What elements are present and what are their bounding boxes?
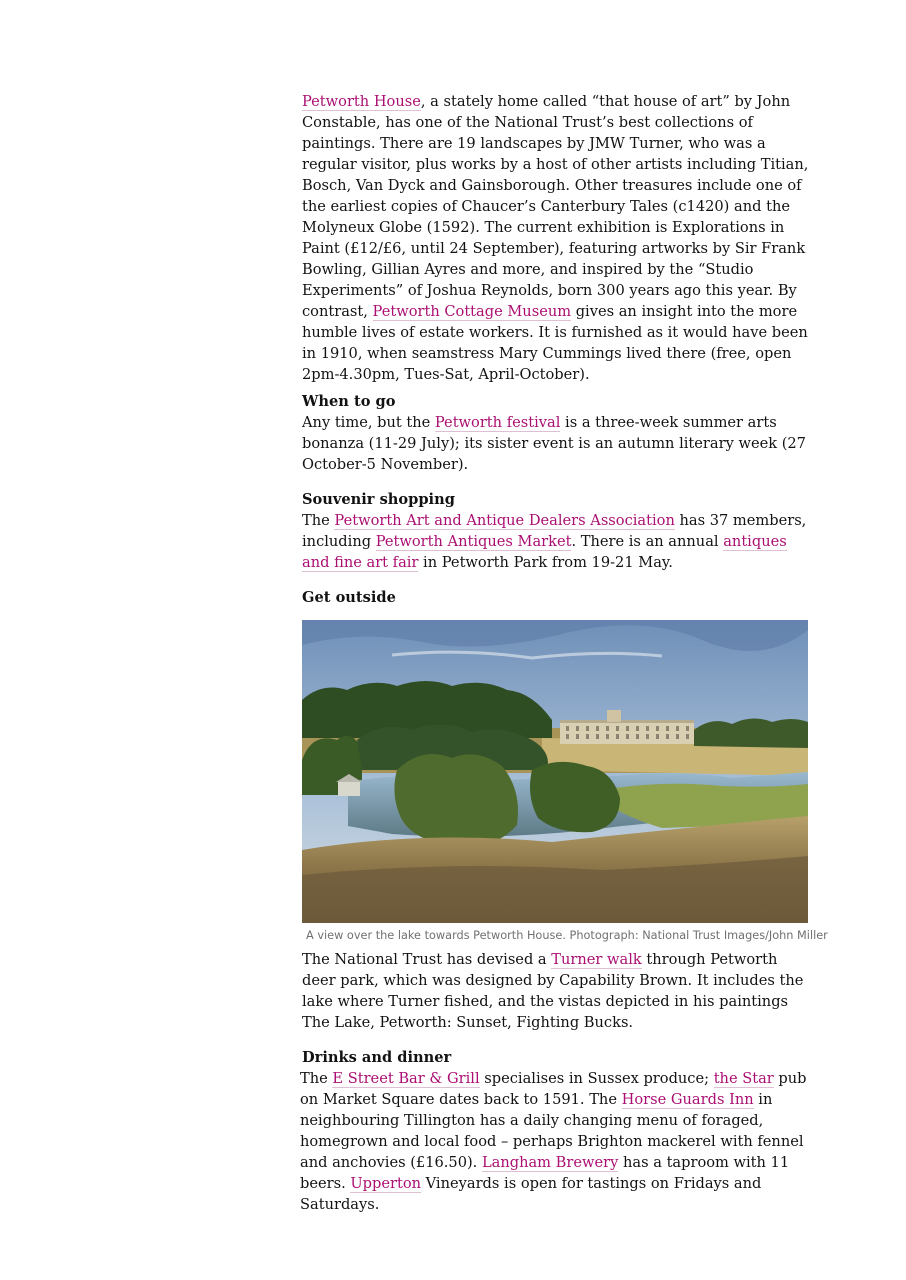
souvenir-paragraph (302, 510, 814, 573)
drinks-text-2: specialises in Sussex produce; (479, 1070, 714, 1087)
intro-text-1: , a stately home called “that house of art” by John Constable, has one of the National Trust’s best collections of paintings. There are 19 landscapes by JMW Turner, who was a regular visitor, plus works by a host of other artists including Titian, Bosch, Van Dyck and Gainsborough. Other treasures include one of the earliest copies of Chaucer’s Canterbury Tales (c1420) and the Molyneux Globe (1592). The current exhibition is Explorations in Paint (£12/£6, until 24 September), featuring artworks by Sir Frank Bowling, Gillian Ayres and more, and inspired by the “Studio Experiments” of Joshua Reynolds, born 300 years ago this year. By contrast, (302, 93, 809, 320)
when-text-1: Any time, but the (302, 414, 435, 431)
drinks-text-3: pub on Market Square dates back to 1591. The (300, 1070, 807, 1108)
when-to-go-paragraph (302, 412, 814, 475)
the-star-link[interactable]: the Star (713, 1070, 774, 1087)
when-to-go-heading: When to go (302, 393, 396, 410)
drinks-text-4: in neighbouring Tillington has a daily changing menu of foraged, homegrown and local food – perhaps Brighton mackerel with fennel and anchovies (£16.50). (300, 1091, 804, 1171)
article-body (300, 91, 828, 1215)
souvenir-text-2: has 37 members, including (302, 512, 807, 550)
lake-photo-figure (302, 620, 828, 944)
souvenir-text-1: The (302, 512, 335, 529)
when-text-2: is a three-week summer arts bonanza (11-29 July); its sister event is an autumn literary week (27 October-5 November). (302, 414, 806, 473)
langham-brewery-link[interactable]: Langham Brewery (481, 1154, 619, 1171)
horse-guards-inn-link[interactable]: Horse Guards Inn (621, 1091, 754, 1108)
petworth-festival-link[interactable]: Petworth festival (434, 414, 561, 431)
intro-paragraph (302, 91, 814, 385)
turner-walk-link[interactable]: Turner walk (551, 951, 642, 968)
drinks-text-5: has a taproom with 11 beers. (300, 1154, 790, 1192)
souvenir-text-4: in Petworth Park from 19-21 May. (418, 554, 673, 571)
drinks-paragraph (300, 1068, 814, 1215)
drinks-and-dinner-heading: Drinks and dinner (302, 1049, 452, 1066)
antiques-fair-link[interactable]: antiques and fine art fair (302, 533, 787, 571)
photo-caption-text: A view over the lake towards Petworth House. Photograph: National Trust Images/John Miller (306, 929, 828, 942)
upperton-link[interactable]: Upperton (350, 1175, 422, 1192)
photo-caption (302, 928, 828, 944)
outside-text-2: through Petworth deer park, which was designed by Capability Brown. It includes the lake where Turner fished, and the vistas depicted in his paintings The Lake, Petworth: Sunset, Fighting Bucks. (302, 951, 804, 1031)
get-outside-heading: Get outside (302, 589, 396, 606)
souvenir-text-3: . There is an annual (571, 533, 724, 550)
intro-text-2: gives an insight into the more humble lives of estate workers. It is furnished as it would have been in 1910, when seamstress Mary Cummings lived there (free, open 2pm-4.30pm, Tues-Sat, April-October). (302, 303, 808, 383)
souvenir-shopping-heading: Souvenir shopping (302, 491, 455, 508)
dealers-association-link[interactable]: Petworth Art and Antique Dealers Association (334, 512, 675, 529)
drinks-text-6: Vineyards is open for tastings on Fridays and Saturdays. (300, 1175, 762, 1213)
petworth-house-link[interactable]: Petworth House (302, 93, 421, 110)
lake-photo (302, 620, 808, 923)
antiques-market-link[interactable]: Petworth Antiques Market (375, 533, 572, 550)
petworth-cottage-museum-link[interactable]: Petworth Cottage Museum (372, 303, 572, 320)
drinks-text-1: The (300, 1070, 333, 1087)
get-outside-paragraph (302, 949, 814, 1033)
e-street-bar-link[interactable]: E Street Bar & Grill (332, 1070, 480, 1087)
outside-text-1: The National Trust has devised a (302, 951, 552, 968)
